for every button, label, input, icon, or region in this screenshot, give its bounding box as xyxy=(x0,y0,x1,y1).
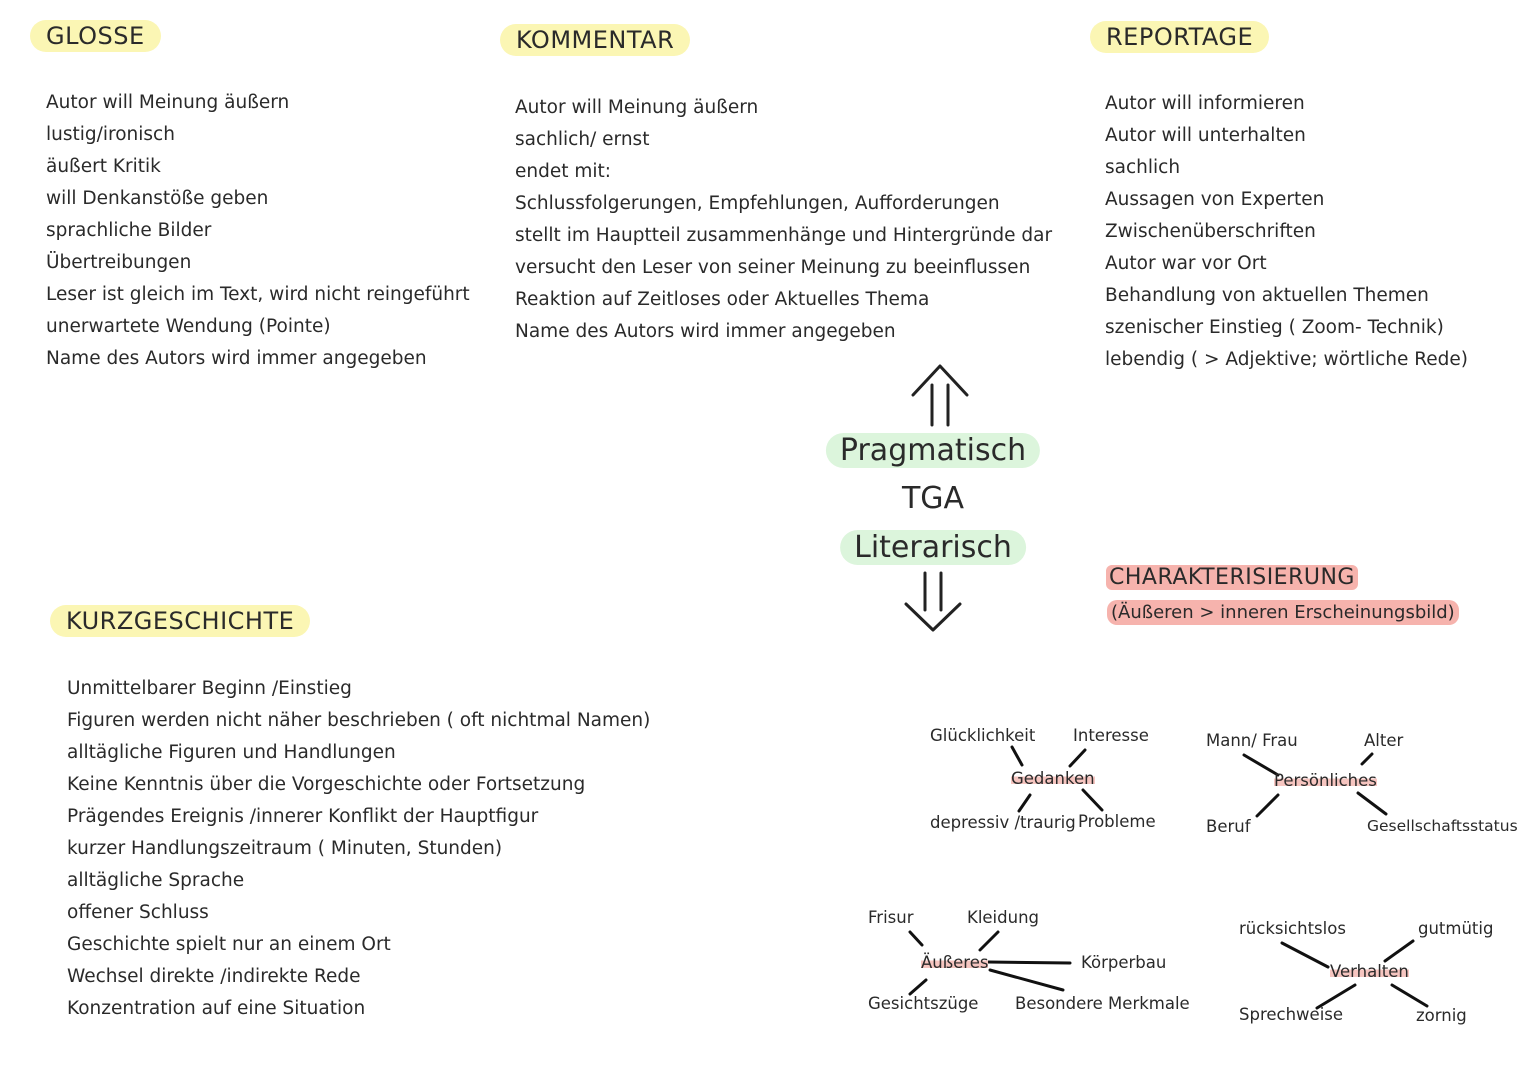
list-item: Behandlung von aktuellen Themen xyxy=(1105,285,1429,306)
gedanken-item: Interesse xyxy=(1073,726,1149,745)
verhalten-item: rücksichtslos xyxy=(1239,919,1346,938)
list-item: Aussagen von Experten xyxy=(1105,189,1325,210)
persoenliches-item: Mann/ Frau xyxy=(1206,731,1298,750)
list-item: Figuren werden nicht näher beschrieben ( oft nichtmal Namen) xyxy=(67,710,651,731)
list-item: endet mit: xyxy=(515,161,612,182)
list-item: Reaktion auf Zeitloses oder Aktuelles Thema xyxy=(515,289,930,310)
list-item: versucht den Leser von seiner Meinung zu beeinflussen xyxy=(515,257,1031,278)
aeusseres-item: Frisur xyxy=(868,908,914,927)
list-item: Autor will informieren xyxy=(1105,93,1305,114)
list-item: alltägliche Figuren und Handlungen xyxy=(67,742,396,763)
aeusseres-item: Gesichtszüge xyxy=(868,994,979,1013)
verhalten-item: gutmütig xyxy=(1418,919,1494,938)
gedanken-item: Glücklichkeit xyxy=(930,726,1036,745)
persoenliches-item: Beruf xyxy=(1206,817,1251,836)
list-item: Keine Kenntnis über die Vorgeschichte oder Fortsetzung xyxy=(67,774,586,795)
list-item: Wechsel direkte /indirekte Rede xyxy=(67,966,361,987)
list-item: Leser ist gleich im Text, wird nicht reingeführt xyxy=(46,284,470,305)
persoenliches-hub: Persönliches xyxy=(1274,771,1377,790)
list-item: stellt im Hauptteil zusammenhänge und Hintergründe dar xyxy=(515,225,1053,246)
list-item: lebendig ( > Adjektive; wörtliche Rede) xyxy=(1105,349,1468,370)
glosse-title: GLOSSE xyxy=(30,20,161,52)
list-item: will Denkanstöße geben xyxy=(46,188,269,209)
center-literarisch: Literarisch xyxy=(840,530,1026,565)
list-item: Autor will Meinung äußern xyxy=(515,97,759,118)
center-tga: TGA xyxy=(901,481,965,516)
reportage-title: REPORTAGE xyxy=(1090,21,1269,53)
list-item: lustig/ironisch xyxy=(46,124,175,145)
aeusseres-item: Besondere Merkmale xyxy=(1015,994,1190,1013)
center-pragmatisch: Pragmatisch xyxy=(826,433,1040,468)
charakterisierung-title: CHARAKTERISIERUNG xyxy=(1106,565,1358,590)
list-item: Konzentration auf eine Situation xyxy=(67,998,366,1019)
kommentar-title: KOMMENTAR xyxy=(500,24,690,56)
list-item: sprachliche Bilder xyxy=(46,220,212,241)
down-arrow-icon xyxy=(906,573,960,630)
kurzgeschichte-list xyxy=(67,673,650,1025)
verhalten-hub: Verhalten xyxy=(1330,962,1409,981)
persoenliches-item: Alter xyxy=(1364,731,1404,750)
gedanken-hub: Gedanken xyxy=(1011,769,1095,788)
list-item: kurzer Handlungszeitraum ( Minuten, Stunden) xyxy=(67,838,503,859)
kurzgeschichte-title: KURZGESCHICHTE xyxy=(50,605,310,637)
list-item: Prägendes Ereignis /innerer Konflikt der Hauptfigur xyxy=(67,806,539,827)
list-item: Geschichte spielt nur an einem Ort xyxy=(67,934,391,955)
list-item: sachlich/ ernst xyxy=(515,129,650,150)
aeusseres-hub: Äußeres xyxy=(921,953,989,972)
list-item: unerwartete Wendung (Pointe) xyxy=(46,316,331,337)
aeusseres-item: Kleidung xyxy=(967,908,1040,927)
gedanken-item: Probleme xyxy=(1078,812,1156,831)
verhalten-item: zornig xyxy=(1416,1006,1467,1025)
list-item: sachlich xyxy=(1105,157,1181,178)
list-item: Autor will unterhalten xyxy=(1105,125,1306,146)
list-item: Name des Autors wird immer angegeben xyxy=(46,348,427,369)
up-arrow-icon xyxy=(913,366,967,425)
list-item: Schlussfolgerungen, Empfehlungen, Aufforderungen xyxy=(515,193,1000,214)
aeusseres-item: Körperbau xyxy=(1081,953,1167,972)
charakterisierung-subtitle: (Äußeren > inneren Erscheinungsbild) xyxy=(1107,600,1459,625)
gedanken-item: depressiv /traurig xyxy=(930,813,1076,832)
list-item: szenischer Einstieg ( Zoom- Technik) xyxy=(1105,317,1444,338)
persoenliches-item: Gesellschaftsstatus xyxy=(1367,817,1518,835)
list-item: offener Schluss xyxy=(67,902,209,923)
list-item: Übertreibungen xyxy=(46,252,192,273)
list-item: Unmittelbarer Beginn /Einstieg xyxy=(67,678,352,699)
list-item: alltägliche Sprache xyxy=(67,870,245,891)
list-item: äußert Kritik xyxy=(46,156,161,177)
list-item: Autor will Meinung äußern xyxy=(46,92,290,113)
list-item: Name des Autors wird immer angegeben xyxy=(515,321,896,342)
verhalten-item: Sprechweise xyxy=(1239,1005,1344,1024)
list-item: Zwischenüberschriften xyxy=(1105,221,1316,242)
list-item: Autor war vor Ort xyxy=(1105,253,1267,274)
